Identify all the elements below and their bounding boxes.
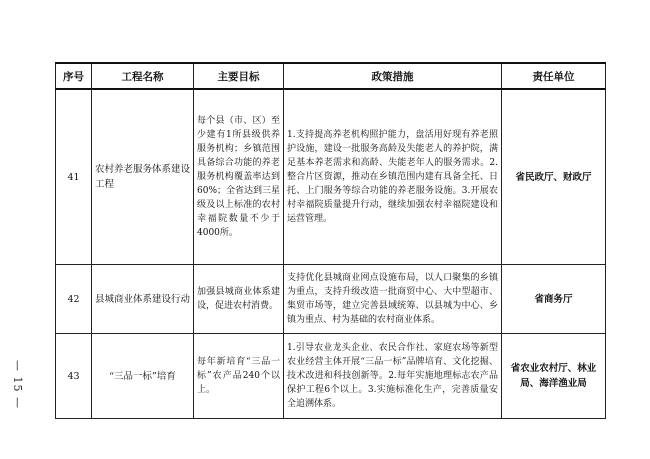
table-row <box>56 265 606 334</box>
header-name: 工程名称 <box>92 63 194 89</box>
row-name: 县城商业体系建设行动 <box>92 265 194 334</box>
table-header-row <box>56 63 606 89</box>
row-unit: 省农业农村厅、林业局、海洋渔业局 <box>502 334 606 419</box>
table-row <box>56 89 606 265</box>
page-number: — 15 — <box>11 360 24 409</box>
row-no: 43 <box>56 334 92 419</box>
row-target: 每个县（市、区）至少建有1所县级供养服务机构；乡镇范围具备综合功能的养老服务机构覆盖率达到60%；全省达到三星级及以上标准的农村幸福院数量不少于4000所。 <box>194 89 284 265</box>
row-name: 农村养老服务体系建设工程 <box>92 89 194 265</box>
row-measures: 1.支持提高养老机构照护能力，盘活用好现有养老照护设施，建设一批服务高龄及失能老人的养护院，满足基本养老需求和高龄、失能老年人的服务需求。2.整合片区资源，推动在乡镇范围内建有具备全托、日托、上门服务等综合功能的养老服务设施。3.开展农村幸福院质量提升行动，继续加强农村幸福院建设和运营管理。 <box>284 89 502 265</box>
row-unit: 省商务厅 <box>502 265 606 334</box>
table-row <box>56 334 606 419</box>
row-no: 42 <box>56 265 92 334</box>
header-unit: 责任单位 <box>502 63 606 89</box>
row-measures: 支持优化县城商业网点设施布局，以人口聚集的乡镇为重点，支持升级改造一批商贸中心、大中型超市、集贸市场等，建立完善县域统筹、以县城为中心、乡镇为重点、村为基础的农村商业体系。 <box>284 265 502 334</box>
row-target: 加强县城商业体系建设，促进农村消费。 <box>194 265 284 334</box>
header-measures: 政策措施 <box>284 63 502 89</box>
row-unit: 省民政厅、财政厅 <box>502 89 606 265</box>
row-measures: 1.引导农业龙头企业、农民合作社、家庭农场等新型农业经营主体开展“三品一标”品牌培育、文化挖掘、技术改进和科技创新等。2.每年实施地理标志农产品保护工程6个以上。3.实施标准化生产，完善质量安全追溯体系。 <box>284 334 502 419</box>
row-name: “三品一标”培育 <box>92 334 194 419</box>
row-target: 每年新培育“三品一标”农产品240个以上。 <box>194 334 284 419</box>
header-no: 序号 <box>56 63 92 89</box>
header-target: 主要目标 <box>194 63 284 89</box>
engineering-table <box>55 62 606 419</box>
row-no: 41 <box>56 89 92 265</box>
